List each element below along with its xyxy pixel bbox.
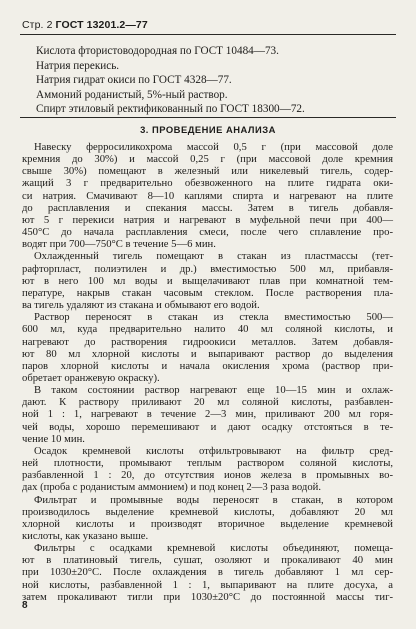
text-line: ва тигель удаляют из стакана и обмывают его водой. [22,300,260,312]
text-line: разбавленной 1 : 20, до отсутствия ионов железа в промывных во- [22,470,393,482]
text-line: ют в платиновый тигель, сушат, озоляют и прокаливают 40 мин [22,555,393,567]
standard-number: ГОСТ 13201.2—77 [55,19,148,31]
reagents-divider [20,117,396,118]
text-line: до расплавления и спекания массы. Затем в тигель добавля- [22,202,393,214]
text-line: чение 10 мин. [22,433,85,445]
text-line: пературе, накрыв стакан часовым стеклом. После растворения пла- [22,287,393,299]
reagent-item: Аммоний роданистый, 5%-ный раствор. [36,88,228,101]
page-number: 8 [22,600,28,611]
reagent-item: Кислота фтористоводородная по ГОСТ 10484—73. [36,45,279,57]
text-line: жащий 3 г предварительно обезвоженного на плите гидрата оки- [22,178,393,190]
text-line: си натрия. Смачивают 8—10 каплями спирта и нагревают на плите [22,190,393,202]
text-line: водят при 700—750°С в течение 5—6 мин. [22,239,216,251]
text-line: Фильтры с осадками кремневой кислоты объединяют, помеща- [34,543,393,555]
text-line: кислоты, как указано выше. [22,531,149,542]
paragraph [22,495,393,544]
text-line: Осадок кремневой кислоты отфильтровывают на фильтр сред- [34,445,393,457]
analysis-procedure-text [22,142,393,604]
text-line: при 1030±20°С. После охлаждения в тигель добавляют 1 мл сер- [22,567,393,579]
text-line: ют 5 г перекиси натрия и нагревают в муфельной печи при 400— [22,214,393,226]
section-heading: 3. ПРОВЕДЕНИЕ АНАЛИЗА [140,124,276,135]
text-line: В таком состоянии раствор нагревают еще 10—15 мин и охлаж- [34,385,393,397]
text-line: свыше 30%) помещают в железный или никелевый тигель, содер- [22,166,393,178]
text-line: ют в него 100 мл воды и выщелачивают плав при комнатной тем- [22,275,393,287]
header-divider [20,34,396,35]
paragraph [22,385,393,446]
paragraph [22,446,393,495]
text-line: ной 1 : 1, нагревают в течение 2—3 мин, приливают 200 мл горя- [22,409,393,421]
text-line: 600 мл, куда предварительно налито 40 мл соляной кислоты, и [22,324,393,336]
text-line: ной кислоты, разбавленной 1 : 1, выпаривают на плите досуха, а [22,579,393,591]
text-line: кремния до 30%) и массой 0,25 г (при массовой доле кремния [22,154,393,166]
text-line: рафторпласт, полиэтилен и др.) вместимостью 500 мл, прибавля- [22,263,393,275]
paragraph [22,312,393,385]
text-line: дают. К раствору приливают 20 мл соляной кислоты, разбавлен- [22,397,393,409]
text-line: Фильтрат и промывные воды переносят в стакан, в котором [34,494,393,506]
paragraph [22,543,393,604]
text-line: дах (проба с роданистым аммонием) и под конец 2—3 раза водой. [22,482,321,494]
text-line: чей воды, хорошо перемешивают и дают осадку отстояться в те- [22,421,393,433]
text-line: паров хлорной кислоты и начала окисления хрома (раствор при- [22,360,393,372]
reagent-item: Натрия перекись. [36,59,120,72]
page-header [22,19,148,31]
text-line: ней плотности, промывают теплым раствором соляной кислоты, [22,458,393,470]
paragraph [22,251,393,312]
text-line: нагревают до растворения гидроокиси металлов. Затем добавля- [22,336,393,348]
reagent-item: Спирт этиловый ректификованный по ГОСТ 18300—72. [36,103,305,115]
text-line: Раствор переносят в стакан из стекла вместимостью 500— [34,312,393,324]
reagent-list [36,44,396,117]
reagent-item: Натрия гидрат окиси по ГОСТ 4328—77. [36,74,232,86]
text-line: обретает оранжевую окраску). [22,372,160,384]
text-line: хлорной кислоты и производят вторичное выделение кремневой [22,518,393,530]
text-line: Навеску ферросиликохрома массой 0,5 г (при массовой доле [34,142,393,153]
text-line: 450°С до начала расплавления смеси, после чего сплавление про- [22,227,393,239]
page-label: Стр. 2 [22,19,53,31]
paragraph [22,142,393,251]
text-line: ют 80 мл хлорной кислоты и выпаривают раствор до выделения [22,348,393,360]
text-line: Охлажденный тигель помещают в стакан из пластмассы (тет- [34,251,393,263]
text-line: производилось выделение кремневой кислоты, добавляют 20 мл [22,506,393,518]
text-line: затем прокаливают тигли при 1030±20°С до постоянной массы тиг- [22,591,393,603]
